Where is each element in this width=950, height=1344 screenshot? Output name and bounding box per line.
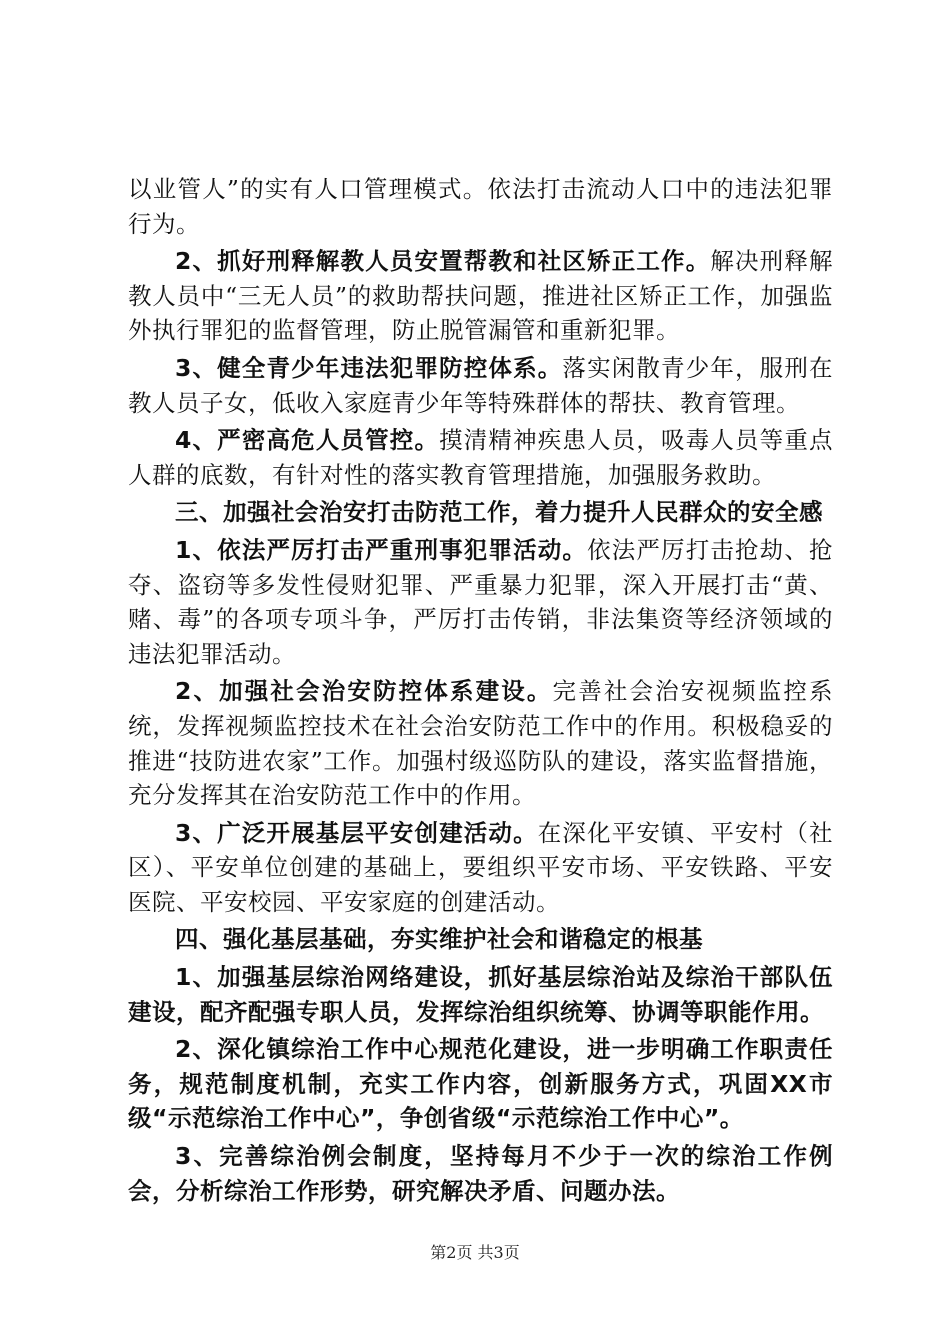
paragraph-lead: 2、抓好刑释解教人员安置帮教和社区矫正工作。 [175, 247, 711, 276]
paragraph-center-standardization [128, 1032, 833, 1136]
paragraph-grassroots-network [128, 960, 833, 1029]
paragraph-crime-crackdown [128, 533, 833, 671]
page-number-footer: 第2页 共3页 [430, 1243, 520, 1262]
paragraph-prevention-system [128, 674, 833, 812]
paragraph-text: 落实闲散青少年，服刑在教人员子女，低收入家庭青少年等特殊群体的帮扶、教育管理。 [128, 353, 833, 417]
paragraph-lead: 2、深化镇综治工作中心规范化建设，进一步明确工作职责任务，规范制度机制，充实工作内容，创新服务方式，巩固XX市级“示范综治工作中心”，争创省级“示范综治工作中心”。 [128, 1035, 833, 1133]
paragraph-text: 摸清精神疾患人员，吸毒人员等重点人群的底数，有针对性的落实教育管理措施，加强服务救助。 [128, 426, 833, 489]
paragraph-lead: 3、完善综治例会制度，坚持每月不少于一次的综治工作例会，分析综治工作形势，研究解决矛盾、问题办法。 [128, 1142, 833, 1205]
paragraph-resettlement [128, 244, 833, 348]
section-heading-three [128, 495, 833, 530]
paragraph-lead: 1、加强基层综治网络建设，抓好基层综治站及综治干部队伍建设，配齐配强专职人员，发挥综治组织统筹、协调等职能作用。 [128, 963, 833, 1026]
paragraph-text: 以业管人”的实有人口管理模式。依法打击流动人口中的违法犯罪行为。 [128, 175, 833, 238]
paragraph-lead: 4、严密高危人员管控。 [175, 426, 440, 455]
paragraph-lead: 1、依法严厉打击严重刑事犯罪活动。 [175, 535, 588, 564]
section-heading-text: 四、强化基层基础，夯实维护社会和谐稳定的根基 [175, 925, 703, 954]
paragraph-youth-prevention [128, 351, 833, 420]
paragraph-lead: 2、加强社会治安防控体系建设。 [175, 677, 553, 706]
paragraph-text: 完善社会治安视频监控系统，发挥视频监控技术在社会治安防范工作中的作用。积极稳妥的推进“技防进农家”工作。加强村级巡防队的建设，落实监督措施，充分发挥其在治安防范工作中的作用。 [128, 677, 834, 810]
section-heading-text: 三、加强社会治安打击防范工作，着力提升人民群众的安全感 [175, 498, 823, 527]
paragraph-safety-campaign [128, 816, 833, 920]
section-heading-four [128, 922, 833, 957]
paragraph-meeting-system [128, 1139, 833, 1208]
paragraph-text: 解决刑释解教人员中“三无人员”的救助帮扶问题，推进社区矫正工作，加强监外执行罪犯的监督管理，防止脱管漏管和重新犯罪。 [128, 247, 833, 345]
paragraph-text: 依法严厉打击抢劫、抢夺、盗窃等多发性侵财犯罪、严重暴力犯罪，深入开展打击“黄、赌、毒”的各项专项斗争，严厉打击传销，非法集资等经济领域的违法犯罪活动。 [128, 535, 833, 668]
paragraph-text: 在深化平安镇、平安村（社区）、平安单位创建的基础上，要组织平安市场、平安铁路、平安医院、平安校园、平安家庭的创建活动。 [128, 818, 834, 916]
paragraph-lead: 3、健全青少年违法犯罪防控体系。 [175, 353, 563, 382]
paragraph-lead: 3、广泛开展基层平安创建活动。 [175, 818, 538, 847]
paragraph-continuation [128, 172, 833, 241]
paragraph-high-risk-control [128, 423, 833, 492]
document-body [128, 172, 833, 1211]
